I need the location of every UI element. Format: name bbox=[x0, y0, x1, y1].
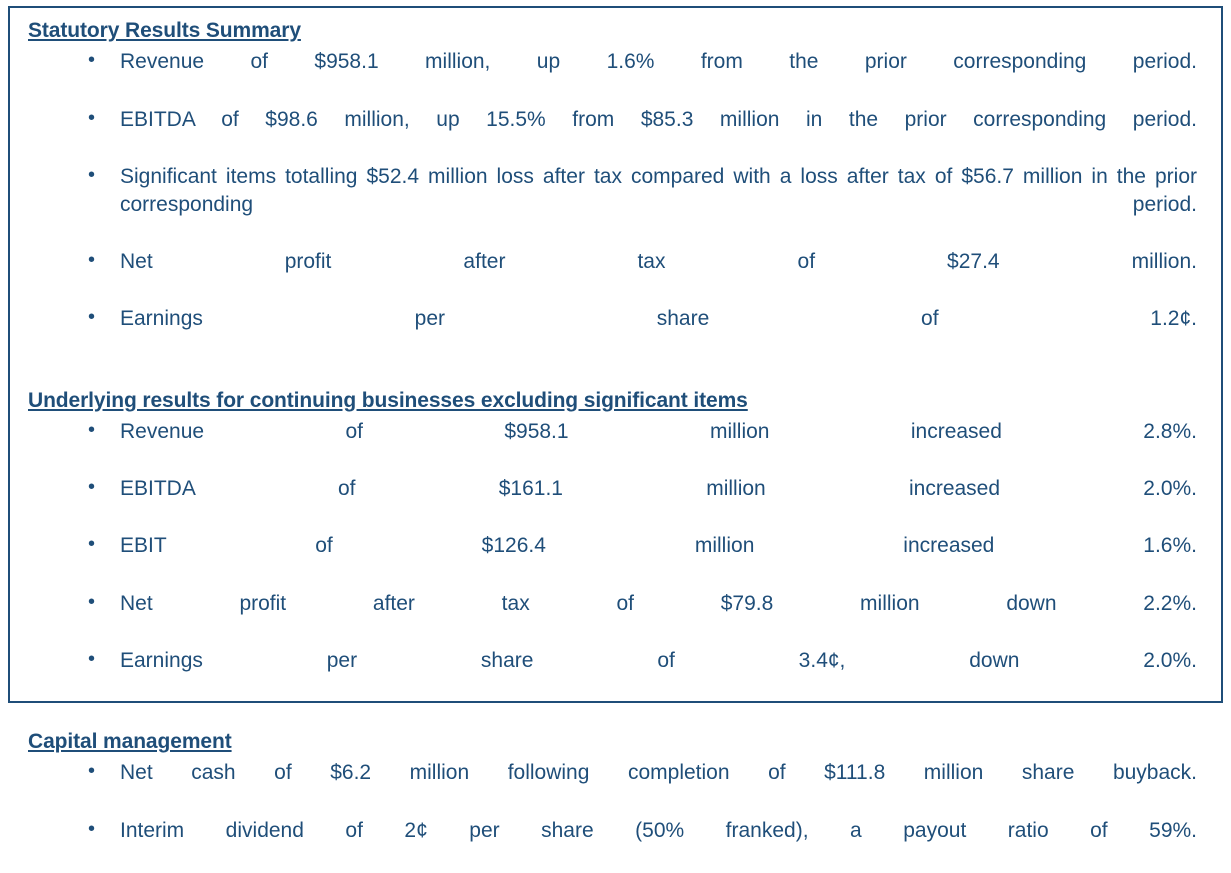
bullet-list bbox=[28, 418, 1199, 703]
list-item-text: Significant items totalling $52.4 million loss after tax compared with a loss after tax of $56.7 million in the prior corresponding period. bbox=[120, 164, 1197, 216]
list-item bbox=[28, 106, 1199, 162]
list-item bbox=[28, 418, 1199, 474]
list-item-text: Net profit after tax of $27.4 million. bbox=[120, 250, 1197, 274]
list-item bbox=[28, 248, 1199, 304]
list-item bbox=[28, 163, 1199, 247]
list-item-text: Revenue of $958.1 million increased 2.8%. bbox=[120, 419, 1197, 443]
section-heading: Capital management bbox=[28, 730, 232, 754]
section-capital-management bbox=[28, 729, 1199, 873]
section-statutory-results-summary bbox=[28, 18, 1199, 362]
list-item-text: EBITDA of $98.6 million, up 15.5% from $85.3 million in the prior corresponding period. bbox=[120, 107, 1197, 131]
list-item-text: EBIT of $126.4 million increased 1.6%. bbox=[120, 534, 1197, 558]
list-item-text: EBITDA of $161.1 million increased 2.0%. bbox=[120, 477, 1197, 501]
section-heading: Statutory Results Summary bbox=[28, 19, 301, 42]
bullet-list bbox=[28, 48, 1199, 361]
section-heading: Underlying results for continuing businesses excluding significant items bbox=[28, 388, 748, 412]
list-item-text: Net profit after tax of $79.8 million down 2.2%. bbox=[120, 591, 1197, 615]
bullet-list bbox=[28, 759, 1199, 873]
list-item-text: Net cash of $6.2 million following completion of $111.8 million share buyback. bbox=[120, 761, 1197, 785]
list-item bbox=[28, 305, 1199, 361]
section-underlying-results bbox=[28, 388, 1199, 704]
list-item bbox=[28, 48, 1199, 104]
list-item-text: Interim dividend of 2¢ per share (50% franked), a payout ratio of 59%. bbox=[120, 818, 1197, 842]
list-item bbox=[28, 759, 1199, 815]
list-item bbox=[28, 817, 1199, 873]
list-item bbox=[28, 532, 1199, 588]
list-item bbox=[28, 475, 1199, 531]
list-item-text: Earnings per share of 1.2¢. bbox=[120, 307, 1197, 331]
list-item bbox=[28, 647, 1199, 703]
results-summary-box bbox=[8, 6, 1223, 842]
list-item-text: Earnings per share of 3.4¢, down 2.0%. bbox=[120, 648, 1197, 672]
list-item-text: Revenue of $958.1 million, up 1.6% from the prior corresponding period. bbox=[120, 50, 1197, 74]
list-item bbox=[28, 590, 1199, 646]
